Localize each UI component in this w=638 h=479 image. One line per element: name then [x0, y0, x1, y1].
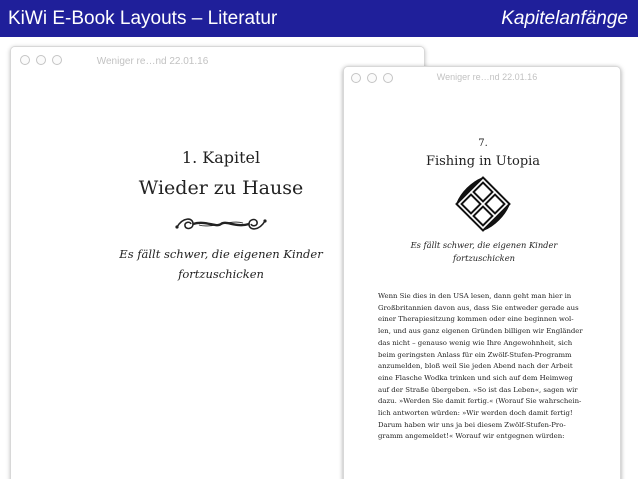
celtic-knot-icon — [453, 174, 513, 234]
body-line: auf der Straße übergeben. »So ist das Leben«, sagen wir — [378, 385, 578, 394]
body-line: gramm angemeldet!« Worauf wir entgegnen würden: — [378, 432, 565, 441]
body-line: Wenn Sie dies in den USA lesen, dann geht man hier in — [378, 292, 572, 300]
ebook-window-chapter-7 — [343, 66, 621, 479]
body-line: einer Therapiesitzung kommen oder eine beginnen wol- — [378, 315, 574, 324]
body-line: lich antworten würden: »Wir werden doch damit fertig! — [378, 409, 573, 418]
flourish-ornament-icon — [171, 209, 271, 237]
body-line: dazu. »Werden Sie damit fertig.« (Worauf Sie wahrschein- — [378, 397, 582, 406]
chapter-title: Fishing in Utopia — [425, 154, 541, 169]
body-line: len, und aus ganz eigenen Gründen billigen wir Engländer — [378, 327, 583, 336]
body-line: Darum haben wir uns ja bei diesem Zwölf-Stufen-Pro- — [378, 420, 566, 429]
body-line: das nicht – genauso wenig wie Ihre Angewohnheit, sich — [378, 338, 573, 347]
body-line: Großbritannien davon aus, dass Sie entweder gerade aus — [378, 303, 579, 312]
chapter-title: Wieder zu Hause — [138, 177, 304, 199]
window-title: Weniger re…nd 22.01.16 — [436, 72, 538, 82]
chapter-subtitle — [399, 239, 569, 265]
window-title: Weniger re…nd 22.01.16 — [96, 56, 209, 67]
window-titlebar[interactable] — [344, 67, 620, 89]
subtitle-line-1: Es fällt schwer, die eigenen Kinder — [119, 247, 323, 261]
body-line: beim geringsten Anlass für ein Zwölf-Stufen-Programm — [378, 350, 572, 359]
body-line: eine Flasche Wodka trinken und sich auf dem Heimweg — [378, 373, 573, 382]
slide-header — [0, 0, 638, 37]
chapter-number: 7. — [478, 138, 488, 149]
subtitle-line-1: Es fällt schwer, die eigenen Kinder — [410, 240, 558, 250]
body-line: anzumelden, bloß weil Sie jeden Abend nach der Arbeit — [378, 362, 573, 371]
chapter-body-text — [378, 291, 598, 443]
chapter-label: 1. Kapitel — [181, 148, 261, 167]
slide-subtitle: Kapitelanfänge — [501, 7, 628, 29]
subtitle-line-2: fortzuschicken — [178, 267, 264, 281]
subtitle-line-2: fortzuschicken — [453, 253, 515, 263]
slide-title: KiWi E-Book Layouts – Literatur — [8, 7, 278, 29]
chapter-subtitle — [111, 244, 331, 284]
